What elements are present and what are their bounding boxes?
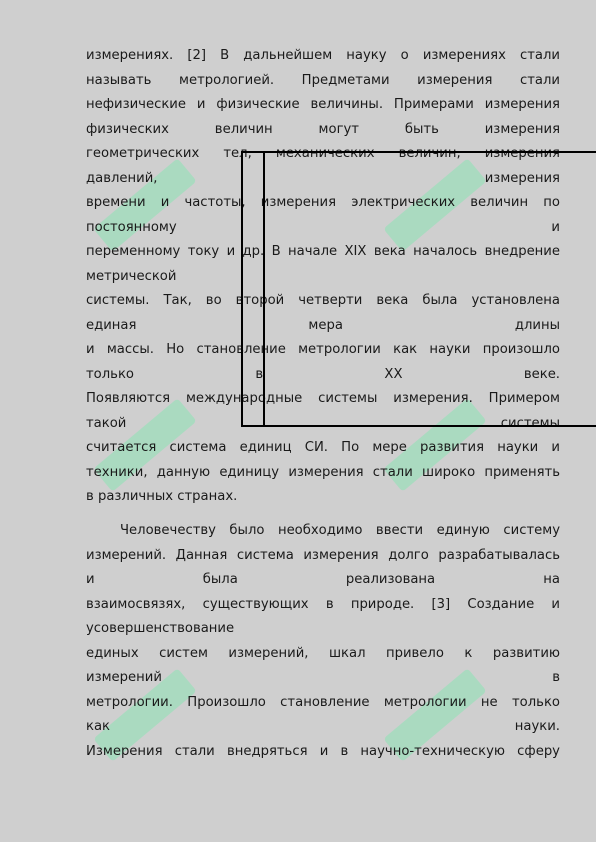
text-line: такой системы bbox=[86, 415, 560, 431]
overlay-frame-inner-line bbox=[263, 153, 265, 427]
text-line: единая мера длины bbox=[86, 317, 560, 333]
text-line: усовершенствование bbox=[86, 621, 235, 636]
text-line: Измерения стали внедряться и в научно-техническую сферу bbox=[86, 743, 560, 759]
text-line: давлений, измерения bbox=[86, 170, 560, 186]
text-line: техники, данную единицу измерения стали широко применять bbox=[86, 464, 560, 480]
text-line: как науки. bbox=[86, 719, 560, 734]
text-line: метрической bbox=[86, 268, 177, 284]
text-line: переменному току и др. В начале XIX века началось внедрение bbox=[86, 244, 560, 259]
text-line: и была реализована на bbox=[86, 572, 560, 587]
text-line: метрологии. Произошло становление метрологии не только bbox=[86, 694, 560, 710]
text-line: называть метрологией. Предметами измерения стали bbox=[86, 72, 560, 88]
text-line: постоянному и bbox=[86, 219, 560, 235]
text-line: измерений в bbox=[86, 670, 560, 685]
text-line: в различных странах. bbox=[86, 489, 238, 504]
text-line: геометрических тел, механических величин, измерения bbox=[86, 146, 560, 161]
text-line: системы. Так, во второй четверти века была установлена bbox=[86, 293, 560, 308]
text-line: измерениях. [2] В дальнейшем науку о измерениях стали bbox=[86, 48, 560, 63]
text-line: единых систем измерений, шкал привело к развитию bbox=[86, 645, 560, 661]
text-line: Человечеству было необходимо ввести единую систему bbox=[120, 523, 560, 538]
paragraph-2 bbox=[86, 519, 560, 764]
text-line: взаимосвязях, существующих в природе. [3] Создание и bbox=[86, 596, 560, 612]
text-line: времени и частоты, измерения электрических величин по bbox=[86, 195, 560, 210]
text-line: Появляются международные системы измерения. Примером bbox=[86, 391, 560, 406]
text-line: только в XX веке. bbox=[86, 366, 560, 382]
text-line: физических величин могут быть измерения bbox=[86, 121, 560, 137]
text-line: считается система единиц СИ. По мере развития науки и bbox=[86, 440, 560, 455]
text-line: нефизические и физические величины. Примерами измерения bbox=[86, 97, 560, 112]
text-line: измерений. Данная система измерения долго разрабатывалась bbox=[86, 547, 560, 563]
overlay-frame bbox=[241, 151, 596, 427]
text-line: и массы. Но становление метрологии как науки произошло bbox=[86, 342, 560, 357]
